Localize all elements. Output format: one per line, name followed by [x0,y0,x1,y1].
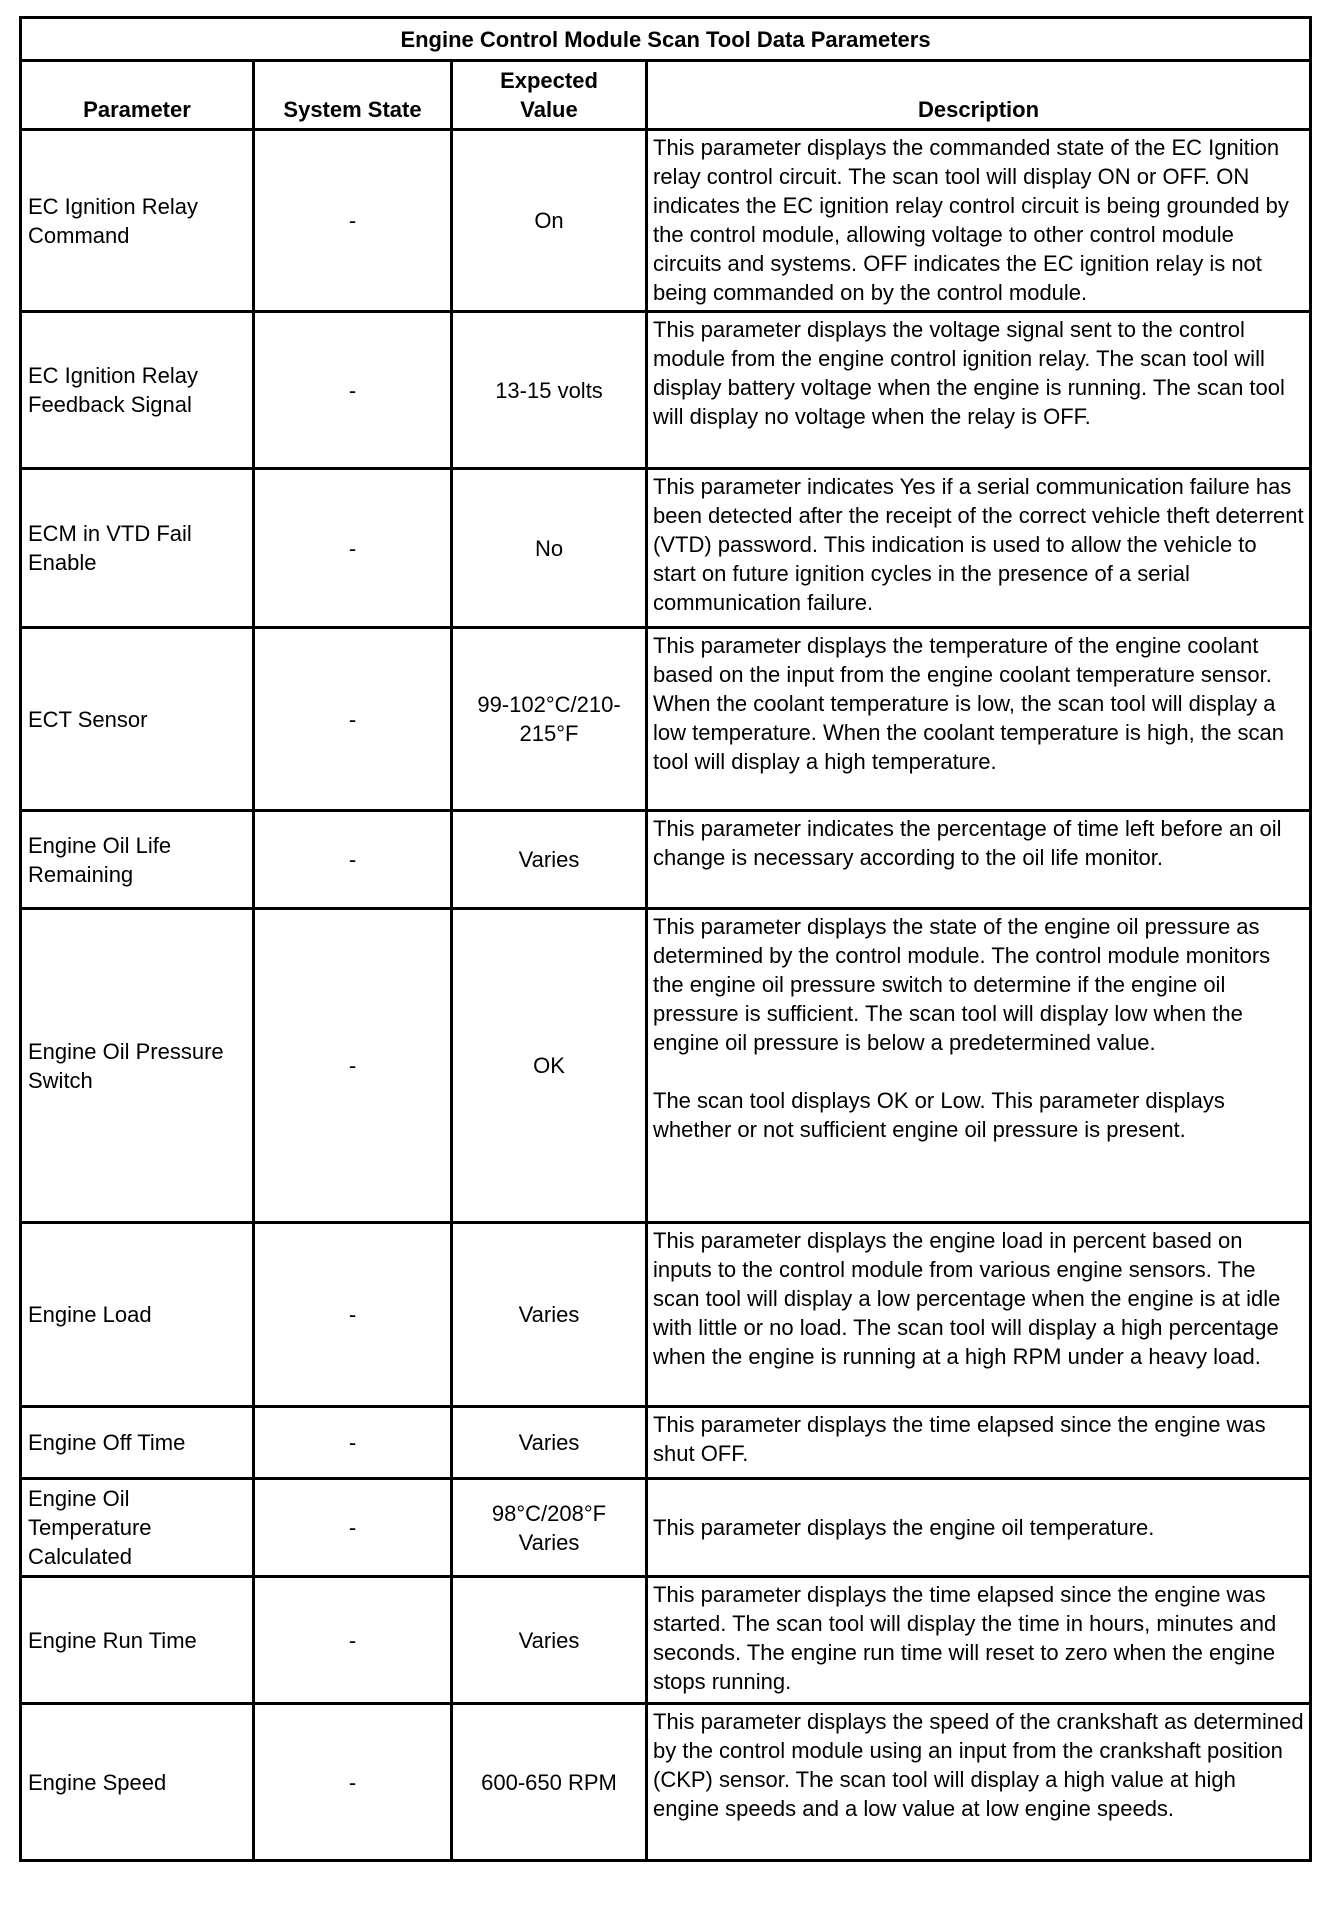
parameter-cell: Engine Off Time [21,1407,254,1479]
expected-value-cell: Varies [452,1223,647,1407]
column-header-expected-value-line2: Value [520,97,578,122]
parameter-cell: Engine Oil Life Remaining [21,811,254,909]
description-cell: This parameter displays the speed of the crankshaft as determined by the control module using an input from the crankshaft position (CKP) sensor. The scan tool will display a high value at high engine speeds and a low value at low engine speeds. [647,1704,1311,1861]
expected-value-line: Varies [518,1529,580,1555]
description-cell: This parameter displays the voltage signal sent to the control module from the engine control ignition relay. The scan tool will display battery voltage when the engine is running. The scan tool will display no voltage when the relay is OFF. [647,312,1311,469]
expected-value-cell: Varies [452,1577,647,1704]
system-state-cell: - [254,312,452,469]
system-state-cell: - [254,628,452,811]
system-state-cell: - [254,1704,452,1861]
expected-value-line: 98°C/208°F [491,1500,607,1526]
column-header-expected-value-line1: Expected [500,68,598,93]
table-row [21,909,1311,1223]
parameter-cell: ECM in VTD Fail Enable [21,469,254,628]
table-row [21,628,1311,811]
system-state-cell: - [254,909,452,1223]
system-state-cell: - [254,1407,452,1479]
column-header-description: Description [647,61,1311,130]
system-state-cell: - [254,811,452,909]
parameter-cell: ECT Sensor [21,628,254,811]
system-state-cell: - [254,1577,452,1704]
description-cell: This parameter displays the engine oil temperature. [647,1479,1311,1577]
description-cell: This parameter displays the time elapsed since the engine was started. The scan tool will display the time in hours, minutes and seconds. The engine run time will reset to zero when the engine stops running. [647,1577,1311,1704]
description-cell [647,909,1311,1223]
parameter-cell: EC Ignition Relay Feedback Signal [21,312,254,469]
table-title-row [21,18,1311,61]
parameter-cell: Engine Speed [21,1704,254,1861]
expected-value-cell: No [452,469,647,628]
table-row [21,1479,1311,1577]
table-title: Engine Control Module Scan Tool Data Parameters [21,18,1311,61]
expected-value-cell: 13-15 volts [452,312,647,469]
description-cell: This parameter displays the temperature of the engine coolant based on the input from the engine coolant temperature sensor. When the coolant temperature is low, the scan tool will display a low temperature. When the coolant temperature is high, the scan tool will display a high temperature. [647,628,1311,811]
description-cell: This parameter displays the commanded state of the EC Ignition relay control circuit. The scan tool will display ON or OFF. ON indicates the EC ignition relay control circuit is being grounded by the control module, allowing voltage to other control module circuits and systems. OFF indicates the EC ignition relay is not being commanded on by the control module. [647,130,1311,312]
parameter-cell: Engine Oil Pressure Switch [21,909,254,1223]
system-state-cell: - [254,130,452,312]
table-row [21,1704,1311,1861]
description-paragraph: The scan tool displays OK or Low. This parameter displays whether or not sufficient engine oil pressure is present. [653,1088,1225,1142]
description-cell: This parameter indicates the percentage of time left before an oil change is necessary according to the oil life monitor. [647,811,1311,909]
column-header-parameter: Parameter [21,61,254,130]
expected-value-cell: OK [452,909,647,1223]
expected-value-cell: On [452,130,647,312]
description-cell: This parameter indicates Yes if a serial communication failure has been detected after the receipt of the correct vehicle theft deterrent (VTD) password. This indication is used to allow the vehicle to start on future ignition cycles in the presence of a serial communication failure. [647,469,1311,628]
system-state-cell: - [254,1479,452,1577]
table-row [21,1577,1311,1704]
description-cell: This parameter displays the engine load in percent based on inputs to the control module from various engine sensors. The scan tool will display a low percentage when the engine is at idle with little or no load. The scan tool will display a high percentage when the engine is running at a high RPM under a heavy load. [647,1223,1311,1407]
scan-tool-data-table [19,16,1312,1862]
parameter-cell: Engine Load [21,1223,254,1407]
description-cell: This parameter displays the time elapsed since the engine was shut OFF. [647,1407,1311,1479]
table-row [21,312,1311,469]
table-row [21,811,1311,909]
parameter-cell: EC Ignition Relay Command [21,130,254,312]
column-header-expected-value [452,61,647,130]
expected-value-cell: Varies [452,811,647,909]
expected-value-cell [452,1479,647,1577]
table-row [21,130,1311,312]
table-header-row [21,61,1311,130]
parameter-cell: Engine Run Time [21,1577,254,1704]
system-state-cell: - [254,1223,452,1407]
system-state-cell: - [254,469,452,628]
expected-value-cell: Varies [452,1407,647,1479]
table-row [21,469,1311,628]
parameter-cell: Engine Oil Temperature Calculated [21,1479,254,1577]
table-row [21,1407,1311,1479]
expected-value-cell: 600-650 RPM [452,1704,647,1861]
column-header-system-state: System State [254,61,452,130]
expected-value-cell: 99-102°C/210-215°F [452,628,647,811]
description-paragraph: This parameter displays the state of the engine oil pressure as determined by the control module. The control module monitors the engine oil pressure switch to determine if the engine oil pressure is sufficient. The scan tool will display low when the engine oil pressure is below a predetermined value. [653,914,1271,1055]
table-row [21,1223,1311,1407]
